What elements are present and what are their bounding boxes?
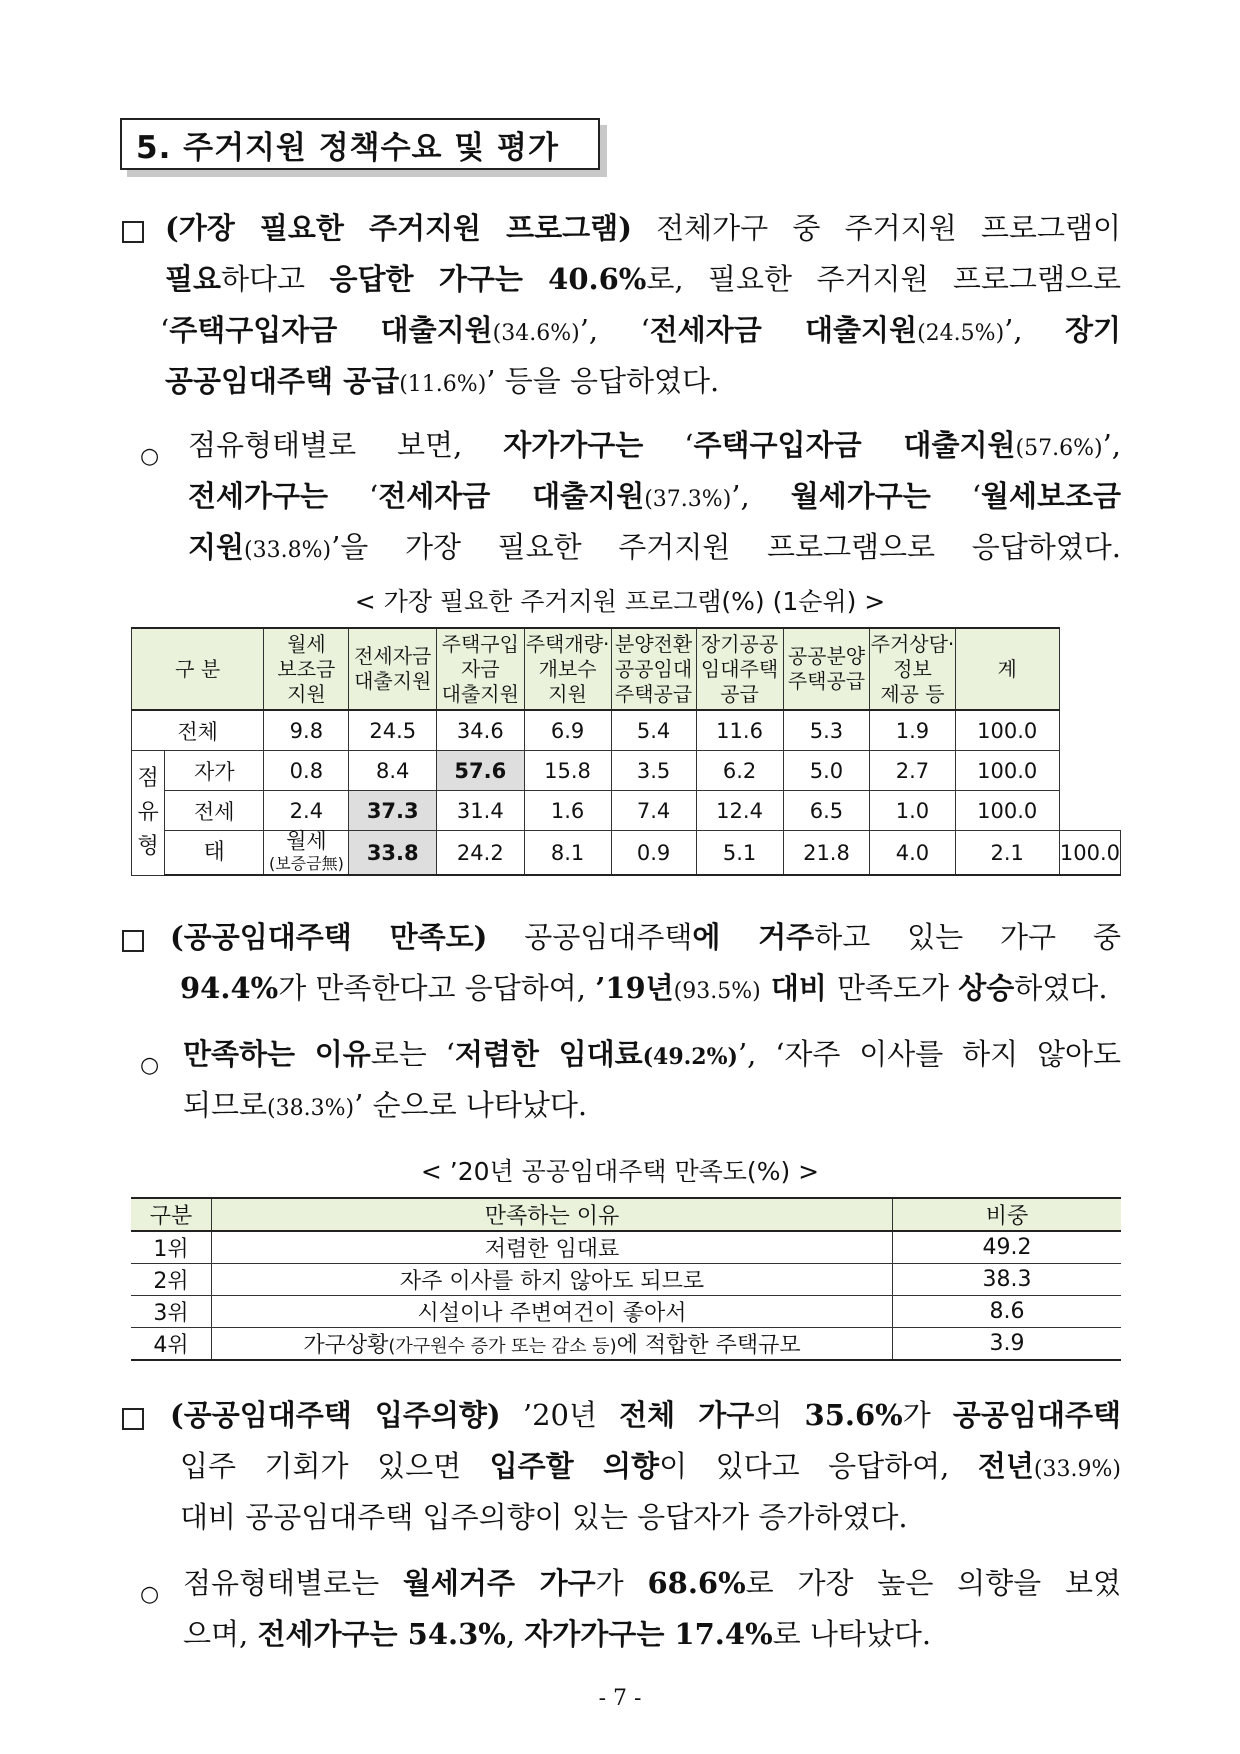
p2-line-3: 지원(33.8%)’을 가장 필요한 주거지원 프로그램으로 응답하였다. [188, 530, 1121, 564]
p3-line-1: (공공임대주택 만족도) 공공임대주택에 거주하고 있는 가구 중 [170, 920, 1121, 954]
table-cell: 24.5 [349, 710, 437, 751]
row-label: 월세 (보증금無) [264, 831, 349, 876]
table-cell: 7.4 [611, 791, 696, 831]
p6-line-1: 점유형태별로는 월세거주 가구가 68.6%로 가장 높은 의향을 보였 [183, 1566, 1121, 1600]
table-cell: 11.6 [696, 710, 783, 751]
table-row [131, 1328, 1121, 1361]
table-cell: 100.0 [1059, 831, 1120, 876]
table-cell: 8.4 [349, 751, 437, 791]
section-title: 5. 주거지원 정책수요 및 평가 [120, 118, 600, 170]
table-row [131, 1264, 1121, 1296]
table-cell: 5.1 [696, 831, 783, 876]
table-cell: 0.8 [264, 751, 349, 791]
tenure-side-label: 점 유 형 [132, 751, 165, 876]
value-cell: 49.2 [893, 1231, 1122, 1264]
table-row [132, 751, 1121, 791]
row-label: 전세 [165, 791, 264, 831]
table1-header-row [132, 628, 1121, 710]
table2-header-row [131, 1198, 1121, 1231]
satisfaction-reason-table [131, 1197, 1121, 1361]
housing-program-table [131, 627, 1121, 876]
rank-cell: 1위 [131, 1231, 212, 1264]
table-cell: 5.0 [783, 751, 870, 791]
p1-line-4: 공공임대주택 공급(11.6%)’ 등을 응답하였다. [165, 364, 720, 398]
table1-col-header: 분양전환 공공임대 주택공급 [611, 628, 696, 710]
table1-header-label: 구 분 [132, 628, 264, 710]
page-number: - 7 - [598, 1686, 642, 1711]
table-cell: 6.9 [524, 710, 611, 751]
table-cell: 31.4 [437, 791, 525, 831]
reason-cell: 가구상황(가구원수 증가 또는 감소 등)에 적합한 주택규모 [212, 1328, 893, 1361]
p2-line-1: 점유형태별로 보면, 자가가구는 ‘주택구입자금 대출지원(57.6%)’, [188, 428, 1121, 462]
table-cell: 9.8 [264, 710, 349, 751]
table-cell-highlight: 33.8 [349, 831, 437, 876]
table-cell: 15.8 [524, 751, 611, 791]
square-bullet-icon [122, 1408, 144, 1430]
table-cell-highlight: 37.3 [349, 791, 437, 831]
table1-col-header: 전세자금 대출지원 [349, 628, 437, 710]
p5-line-3: 대비 공공임대주택 입주의향이 있는 응답자가 증가하였다. [180, 1500, 908, 1534]
p1-line-1: (가장 필요한 주거지원 프로그램) 전체가구 중 주거지원 프로그램이 [165, 211, 1121, 245]
table-cell: 2.1 [955, 831, 1059, 876]
table1-col-header: 공공분양 주택공급 [783, 628, 870, 710]
table-cell: 5.3 [783, 710, 870, 751]
table2-col-header: 만족하는 이유 [212, 1198, 893, 1231]
rank-cell: 3위 [131, 1296, 212, 1328]
table-cell-highlight: 57.6 [437, 751, 525, 791]
table-row [132, 791, 1121, 831]
table-cell: 1.9 [870, 710, 955, 751]
p4-line-2: 되므로(38.3%)’ 순으로 나타났다. [183, 1088, 588, 1122]
row-label: 전체 [132, 710, 264, 751]
circle-bullet-icon: ○ [140, 1582, 160, 1607]
table-cell: 12.4 [696, 791, 783, 831]
table1-col-header: 주택구입 자금 대출지원 [437, 628, 525, 710]
p5-line-2: 입주 기회가 있으면 입주할 의향이 있다고 응답하여, 전년(33.9%) [180, 1449, 1121, 1483]
table-cell: 21.8 [783, 831, 870, 876]
table2-caption: < ’20년 공공임대주택 만족도(%) > [420, 1157, 820, 1186]
p5-line-1: (공공임대주택 입주의향) ’20년 전체 가구의 35.6%가 공공임대주택 [170, 1398, 1122, 1432]
table-cell: 6.2 [696, 751, 783, 791]
square-bullet-icon [122, 930, 144, 952]
table1-col-header: 주거상담· 정보 제공 등 [870, 628, 955, 710]
rank-cell: 2위 [131, 1264, 212, 1296]
p2-line-2: 전세가구는 ‘전세자금 대출지원(37.3%)’, 월세가구는 ‘월세보조금 [188, 479, 1122, 513]
square-bullet-icon [122, 221, 144, 243]
value-cell: 3.9 [893, 1328, 1122, 1361]
table-cell: 24.2 [437, 831, 525, 876]
p4-line-1: 만족하는 이유로는 ‘저렴한 임대료(49.2%)’, ‘자주 이사를 하지 않아도 [183, 1037, 1121, 1071]
rank-cell: 4위 [131, 1328, 212, 1361]
table-cell: 1.6 [524, 791, 611, 831]
table-cell: 2.7 [870, 751, 955, 791]
table-cell: 6.5 [783, 791, 870, 831]
reason-cell: 시설이나 주변여건이 좋아서 [212, 1296, 893, 1328]
row-label: 자가 [165, 751, 264, 791]
p1-line-3: ‘주택구입자금 대출지원(34.6%)’, ‘전세자금 대출지원(24.5%)’, 장기 [160, 313, 1121, 347]
tenure-side-label-last: 태 [165, 831, 264, 876]
reason-cell: 자주 이사를 하지 않아도 되므로 [212, 1264, 893, 1296]
table-row [132, 710, 1121, 751]
p3-line-2: 94.4%가 만족한다고 응답하여, ’19년(93.5%) 대비 만족도가 상승하였다. [180, 971, 1108, 1005]
p1-line-2: 필요하다고 응답한 가구는 40.6%로, 필요한 주거지원 프로그램으로 [165, 262, 1121, 296]
table-row [131, 1231, 1121, 1264]
reason-cell: 저렴한 임대료 [212, 1231, 893, 1264]
table-cell: 2.4 [264, 791, 349, 831]
table-cell: 0.9 [611, 831, 696, 876]
circle-bullet-icon: ○ [140, 1053, 160, 1078]
table-cell: 4.0 [870, 831, 955, 876]
table-cell: 100.0 [955, 751, 1059, 791]
table-row [131, 1296, 1121, 1328]
table1-col-header: 계 [955, 628, 1059, 710]
circle-bullet-icon: ○ [140, 444, 160, 469]
table-cell: 5.4 [611, 710, 696, 751]
table1-col-header: 장기공공 임대주택 공급 [696, 628, 783, 710]
table1-caption: < 가장 필요한 주거지원 프로그램(%) (1순위) > [354, 587, 886, 616]
table-cell: 100.0 [955, 710, 1059, 751]
table-cell: 1.0 [870, 791, 955, 831]
table-cell: 8.1 [524, 831, 611, 876]
table-cell: 100.0 [955, 791, 1059, 831]
table-cell: 3.5 [611, 751, 696, 791]
value-cell: 38.3 [893, 1264, 1122, 1296]
table1-col-header: 주택개량· 개보수 지원 [524, 628, 611, 710]
table1-col-header: 월세 보조금 지원 [264, 628, 349, 710]
table2-col-header: 구분 [131, 1198, 212, 1231]
value-cell: 8.6 [893, 1296, 1122, 1328]
p6-line-2: 으며, 전세가구는 54.3%, 자가가구는 17.4%로 나타났다. [183, 1617, 932, 1651]
table2-col-header: 비중 [893, 1198, 1122, 1231]
table-cell: 34.6 [437, 710, 525, 751]
table-row [132, 831, 1121, 876]
